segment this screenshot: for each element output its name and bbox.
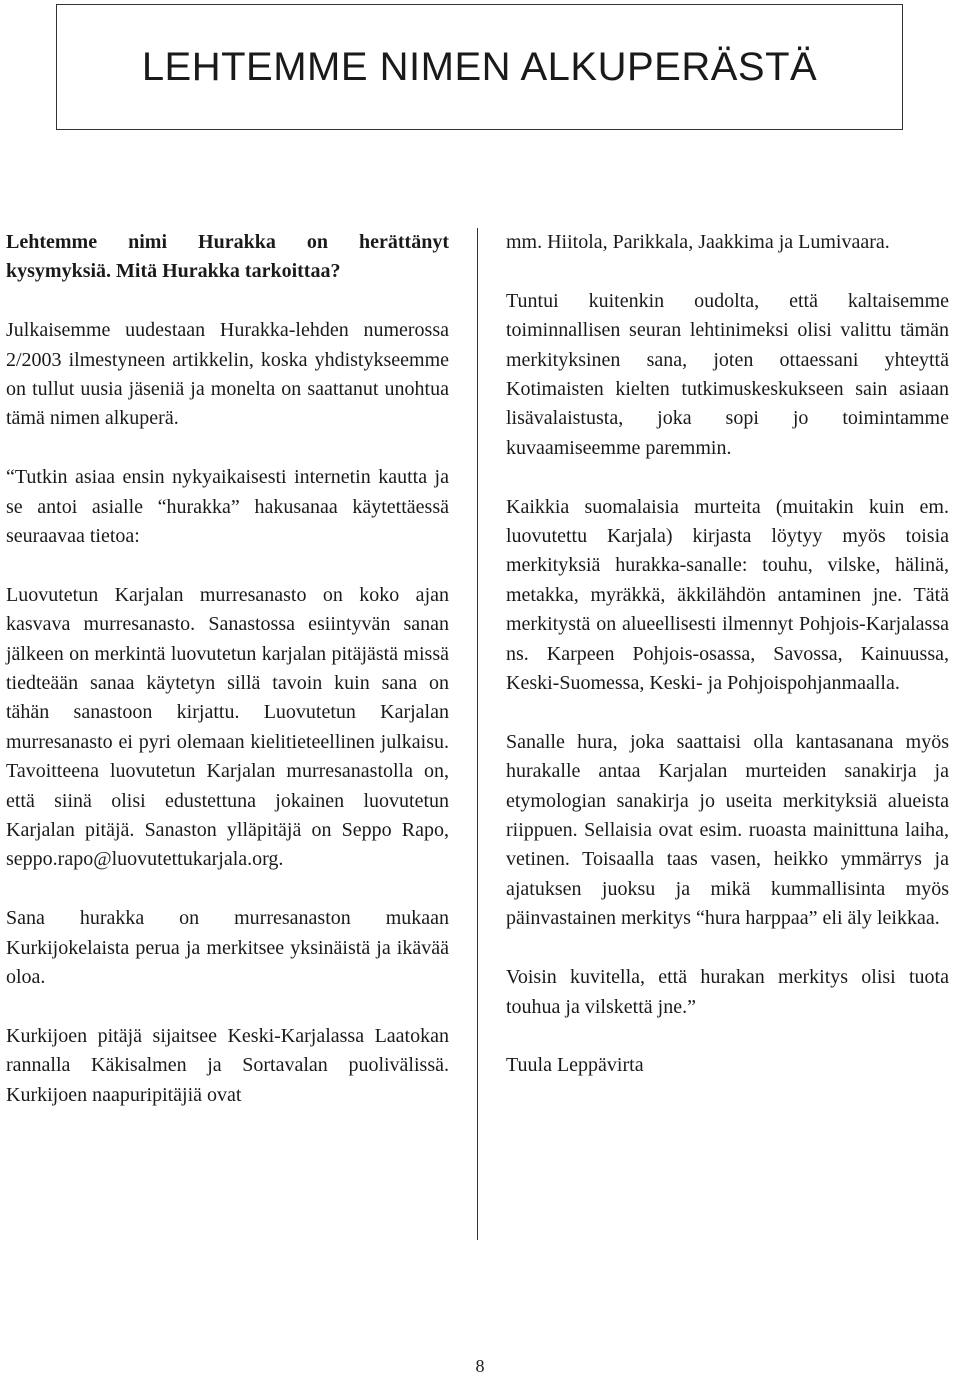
title-box: [56, 4, 903, 130]
body-paragraph: Tuntui kuitenkin oudolta, että kaltaisemme toiminnallisen seuran lehtinimeksi olisi valittu tämän merkityksinen sana, joten ottaessani yhteyttä Kotimaisten kielten tutkimuskeskukseen sain asiaan lisävalaistusta, joka sopi jo toimintamme kuvaamiseemme paremmin.: [506, 289, 949, 459]
body-paragraph: Sanalle hura, joka saattaisi olla kantasanana myös hurakalle antaa Karjalan murteiden sanakirja ja etymologian sanakirja jo useita merkityksiä alueista riippuen. Sellaisia ovat esim. ruoasta mainittuna laiha, vetinen. Toisaalla taas vasen, heikko ymmärrys ja ajatuksen juoksu ja mikä kummallisinta myös päinvastainen merkitys “hura harppaa” eli äly leikkaa.: [506, 730, 949, 930]
left-column: [6, 228, 449, 1140]
body-paragraph: Sana hurakka on murresanaston mukaan Kurkijokelaista perua ja merkitsee yksinäistä ja ikävää oloa.: [6, 907, 449, 989]
body-paragraph: Luovutetun Karjalan murresanasto on koko ajan kasvava murresanasto. Sanastossa esiintyvän sanan jälkeen on merkintä luovutetun karjalan pitäjästä missä tiedteään sanaa käytetyn sillä tavoin kuin sana on tähän sanastoon kirjattu. Luovutetun Karjalan murresanasto ei pyri olemaan kielitieteellinen julkaisu. Tavoitteena luovutetun Karjalan murresanastolla on, että siinä olisi edustettuna jokainen luovutetun Karjalan pitäjä. Sanaston ylläpitäjä on Seppo Rapo, seppo.rapo@luovutettukarjala.org.: [6, 583, 449, 871]
body-paragraph: Voisin kuvitella, että hurakan merkitys olisi tuota touhua ja vilskettä jne.”: [506, 966, 949, 1018]
right-column: [506, 228, 949, 1110]
author-signature: Tuula Leppävirta: [506, 1054, 644, 1077]
body-paragraph: Julkaisemme uudestaan Hurakka-lehden numerossa 2/2003 ilmestyneen artikkelin, koska yhdistykseemme on tullut uusia jäseniä ja monelta on saattanut unohtua tämä nimen alkuperä.: [6, 319, 449, 430]
body-paragraph: mm. Hiitola, Parikkala, Jaakkima ja Lumivaara.: [506, 231, 890, 253]
body-paragraph: “Tutkin asiaa ensin nykyaikaisesti internetin kautta ja se antoi asialle “hurakka” hakusanaa käytettäessä seuraavaa tietoa:: [6, 466, 449, 548]
page-number: 8: [475, 1356, 485, 1376]
lead-paragraph: Lehtemme nimi Hurakka on herättänyt kysymyksiä. Mitä Hurakka tarkoittaa?: [6, 231, 449, 283]
column-divider: [477, 228, 478, 1240]
article-title: LEHTEMME NIMEN ALKUPERÄSTÄ: [141, 44, 818, 89]
body-paragraph: Kurkijoen pitäjä sijaitsee Keski-Karjalassa Laatokan rannalla Käkisalmen ja Sortavalan puolivälissä. Kurkijoen naapuripitäjiä ovat: [6, 1024, 449, 1106]
body-paragraph: Kaikkia suomalaisia murteita (muitakin kuin em. luovutettu Karjala) kirjasta löytyy myös toisia merkityksiä hurakka-sanalle: touhu, vilske, hälinä, metakka, myräkkä, äkkilähdön antaminen jne. Tätä merkitystä on alueellisesti ilmennyt Pohjois-Karjalassa ns. Karpeen Pohjois-osassa, Savossa, Kainuussa, Keski-Suomessa, Keski- ja Pohjoispohjanmaalla.: [506, 495, 949, 695]
